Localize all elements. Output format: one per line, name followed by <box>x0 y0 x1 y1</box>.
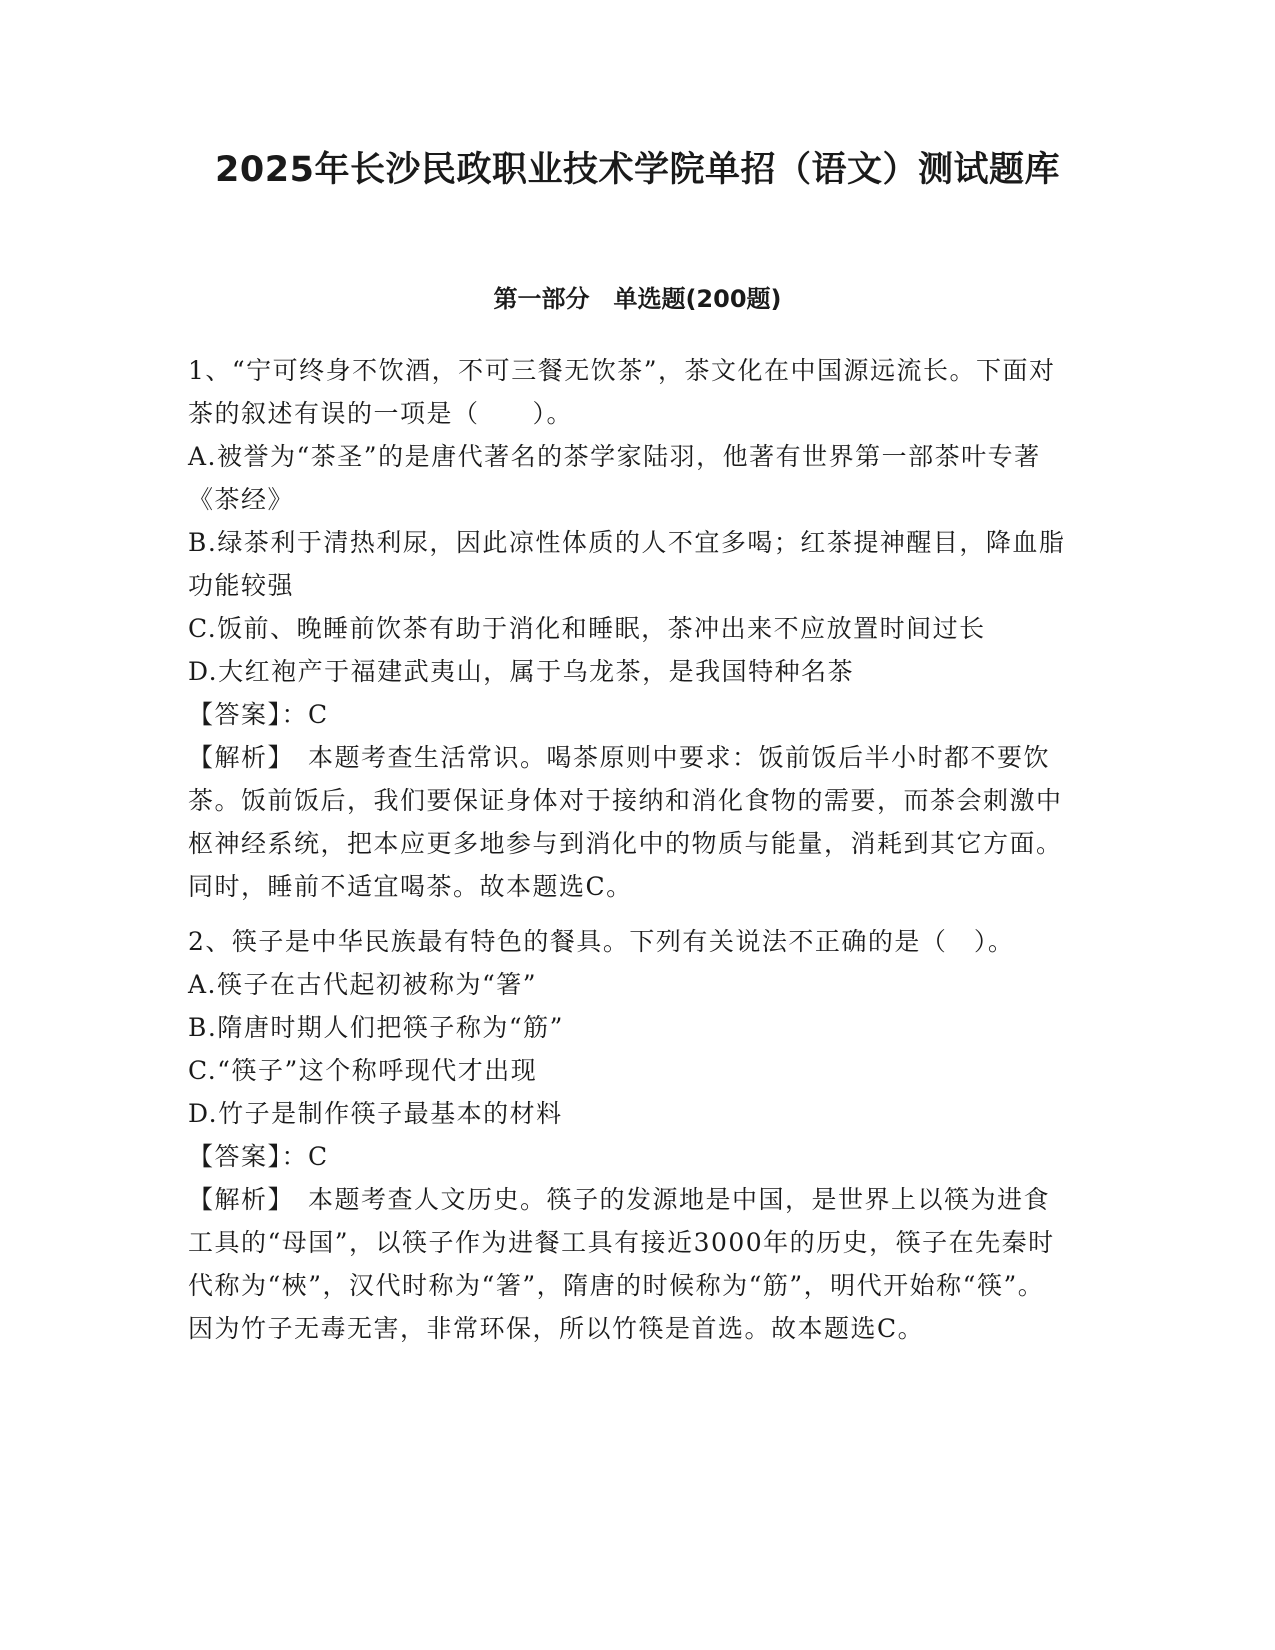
option-d: D.竹子是制作筷子最基本的材料 <box>188 1099 563 1128</box>
explanation: 【解析】 本题考查生活常识。喝茶原则中要求：饭前饭后半小时都不要饮茶。饭前饭后，我们要保证身体对于接纳和消化食物的需要，而茶会刺激中枢神经系统，把本应更多地参与到消化中的物质与能量，消耗到其它方面。同时，睡前不适宜喝茶。故本题选C。 <box>188 743 1063 901</box>
option-c: C.“筷子”这个称呼现代才出现 <box>188 1056 538 1085</box>
document-title: 2025年长沙民政职业技术学院单招（语文）测试题库 <box>215 150 1060 190</box>
question-stem: 1、“宁可终身不饮酒，不可三餐无饮茶”，茶文化在中国源远流长。下面对茶的叙述有误的一项是（ ）。 <box>188 356 1056 428</box>
option-a: A.被誉为“茶圣”的是唐代著名的茶学家陆羽，他著有世界第一部茶叶专著《茶经》 <box>188 442 1041 514</box>
answer-line: 【答案】：C <box>188 700 329 729</box>
question-1 <box>188 349 1068 908</box>
question-2 <box>188 920 1068 1350</box>
option-c: C.饭前、晚睡前饮茶有助于消化和睡眠，茶冲出来不应放置时间过长 <box>188 614 986 643</box>
question-list <box>188 349 1068 1362</box>
option-d: D.大红袍产于福建武夷山，属于乌龙茶，是我国特种名茶 <box>188 657 855 686</box>
answer-line: 【答案】：C <box>188 1142 329 1171</box>
option-b: B.绿茶利于清热利尿，因此凉性体质的人不宜多喝；红茶提神醒目，降血脂功能较强 <box>188 528 1066 600</box>
option-a: A.筷子在古代起初被称为“箸” <box>188 970 538 999</box>
question-stem: 2、筷子是中华民族最有特色的餐具。下列有关说法不正确的是（ ）。 <box>188 927 1015 956</box>
explanation: 【解析】 本题考查人文历史。筷子的发源地是中国，是世界上以筷为进食工具的“母国”，以筷子作为进餐工具有接近3000年的历史，筷子在先秦时代称为“梜”，汉代时称为“箸”，隋唐的时候称为“筋”，明代开始称“筷”。因为竹子无毒无害，非常环保，所以竹筷是首选。故本题选C。 <box>188 1185 1055 1343</box>
option-b: B.隋唐时期人们把筷子称为“筋” <box>188 1013 564 1042</box>
section-title: 第一部分 单选题(200题) <box>493 285 782 313</box>
